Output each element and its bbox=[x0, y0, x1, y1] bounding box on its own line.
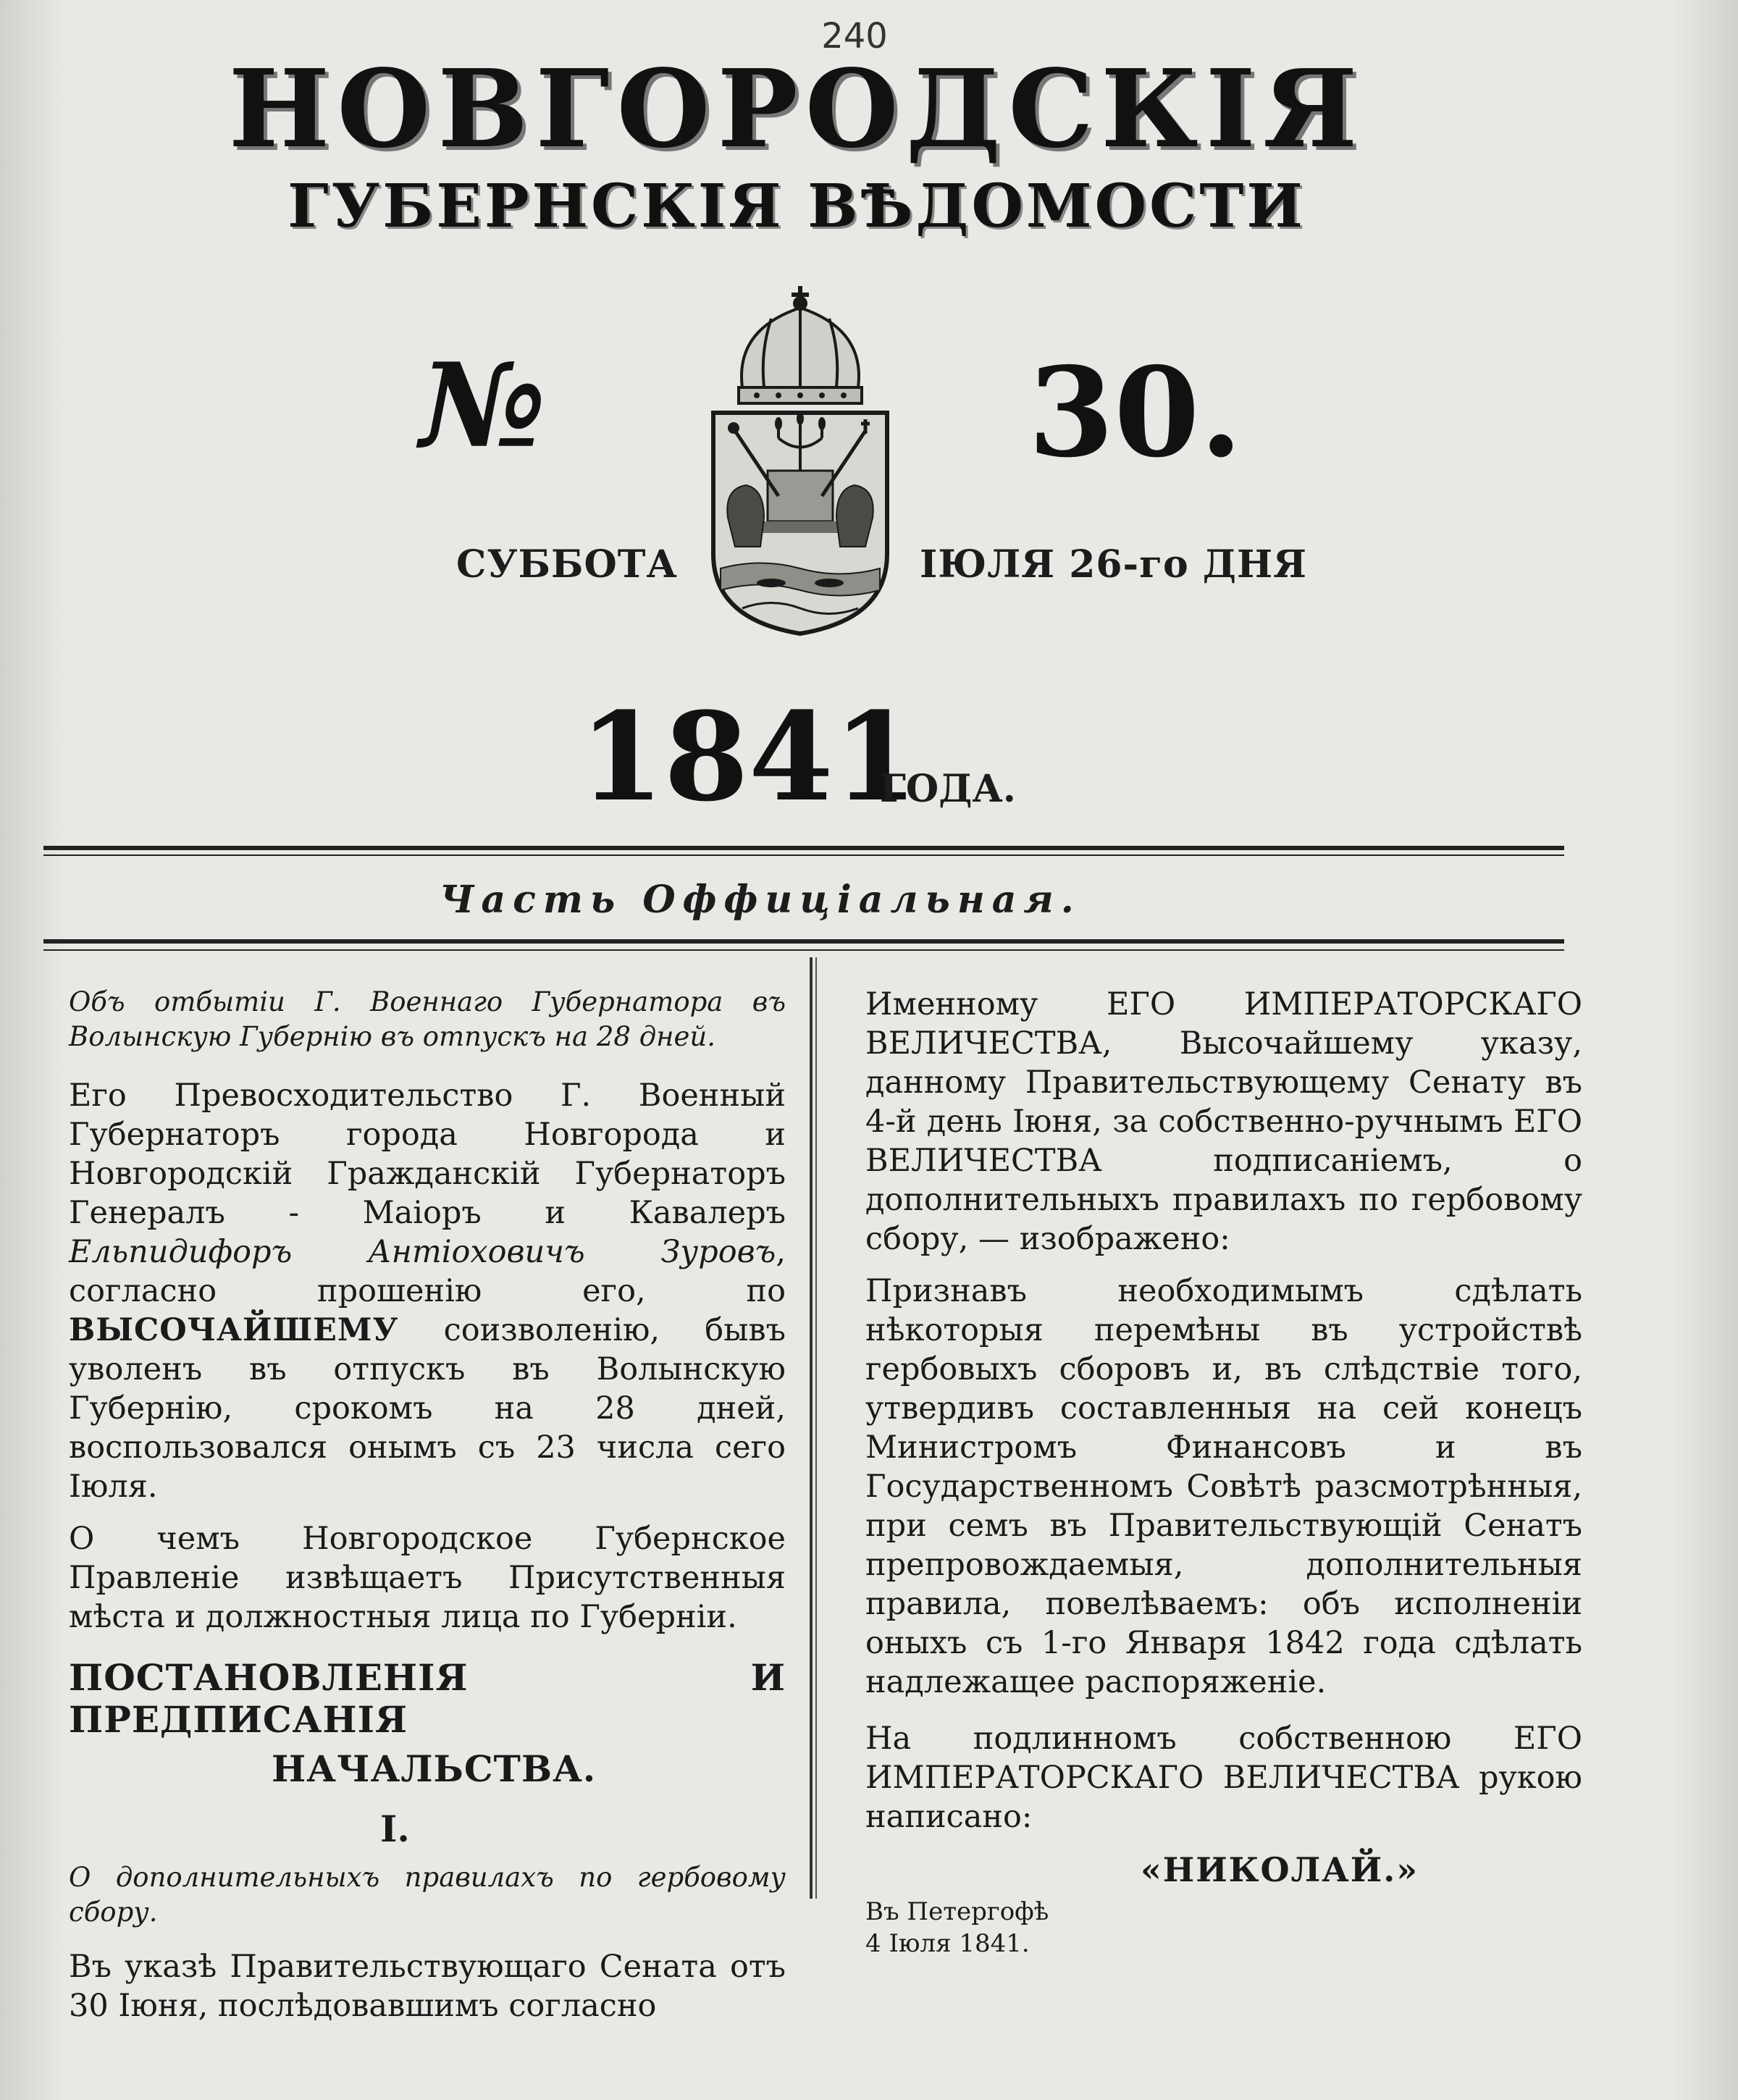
section-title: Часть Оффиціальная. bbox=[440, 878, 1081, 922]
announcement-text-a: Его Превосходительство Г. Военный Губернаторъ города Новгорода и Новгородскій Гражданскій Губернаторъ Генералъ - Маіоръ и Кавалеръ bbox=[69, 1078, 786, 1231]
bleed-shadow-right bbox=[1673, 0, 1738, 2100]
right-column bbox=[865, 985, 1582, 1960]
place-line-1: Въ Петергофѣ bbox=[865, 1897, 1049, 1926]
decree-paragraph: Въ указѣ Правительствующаго Сената отъ 30 Іюня, послѣдовавшимъ согласно bbox=[69, 1949, 786, 2024]
place-line-2: 4 Іюля 1841. bbox=[865, 1929, 1030, 1958]
masthead-title: НОВГОРОДСКІЯ bbox=[228, 46, 1365, 172]
column-divider bbox=[810, 957, 813, 1899]
issue-prefix: № bbox=[420, 337, 546, 474]
column-divider-thin bbox=[815, 957, 817, 1899]
decree-subject-note: О дополнительныхъ правилахъ по гербовому сбору. bbox=[69, 1862, 786, 1928]
issue-number: 30. bbox=[1028, 340, 1243, 485]
decrees-heading-line2: НАЧАЛЬСТВА. bbox=[272, 1747, 597, 1790]
decrees-heading-line1: ПОСТАНОВЛЕНІЯ И ПРЕДПИСАНІЯ bbox=[69, 1656, 786, 1741]
issue-date: ІЮЛЯ 26-го ДНЯ bbox=[920, 542, 1308, 587]
novgorod-coat-of-arms-icon bbox=[692, 279, 909, 641]
governor-name: Ельпидифоръ Антіоховичъ Зуровъ bbox=[69, 1234, 776, 1270]
announcement-text-b: , согласно прошенію его, по bbox=[69, 1234, 786, 1309]
decree-text-paragraph: Признавъ необходимымъ сдѣлать нѣкоторыя перемѣны въ устройствѣ гербовыхъ сборовъ и, въ слѣдствіе того, утвердивъ составленныя на сей конецъ Министромъ Финансовъ и въ Государственномъ Совѣтѣ разсмотрѣнныя, при семъ въ Правительствующій Сенатъ препровождаемыя, дополнительныя правила, повелѣваемъ: объ исполненіи оныхъ съ 1-го Января 1842 года сдѣлать надлежащее распоряженіе. bbox=[865, 1273, 1582, 1700]
signed-note: На подлинномъ собственною ЕГО ИМПЕРАТОРСКАГО ВЕЛИЧЕСТВА рукою написано: bbox=[865, 1721, 1582, 1835]
announcement-note: Объ отбытіи Г. Военнаго Губернатора въ Волынскую Губернію въ отпускъ на 28 дней. bbox=[69, 986, 786, 1052]
imperial-decree-paragraph: Именному ЕГО ИМПЕРАТОРСКАГО ВЕЛИЧЕСТВА, Высочайшему указу, данному Правительствующему Сенату въ 4-й день Іюня, за собственно-ручнымъ ЕГО ВЕЛИЧЕСТВА подписаніемъ, о дополнительныхъ правилахъ по гербовому сбору, — изображено: bbox=[865, 986, 1582, 1257]
announcement-text-c: соизволенію, бывъ уволенъ въ отпускъ въ Волынскую Губернію, срокомъ на 28 дней, воспользовался онымъ съ 23 числа сего Іюля. bbox=[69, 1312, 786, 1505]
left-column bbox=[69, 985, 786, 2038]
notice-paragraph: О чемъ Новгородское Губернское Правленіе извѣщаетъ Присутственныя мѣста и должностныя лица по Губерніи. bbox=[69, 1521, 786, 1635]
section-number: I. bbox=[380, 1807, 410, 1850]
masthead-subtitle: ГУБЕРНСКІЯ ВѢДОМОСТИ bbox=[287, 172, 1306, 241]
archive-number: 240 bbox=[821, 16, 888, 56]
issue-year: 1841 bbox=[579, 685, 918, 828]
rule-top-thick bbox=[43, 846, 1564, 850]
rule-top-thin bbox=[43, 854, 1564, 856]
issue-weekday: СУББОТА bbox=[456, 542, 678, 587]
announcement-caps: ВЫСОЧАЙШЕМУ bbox=[69, 1312, 399, 1348]
bleed-shadow-left bbox=[0, 0, 65, 2100]
rule-bottom-thick bbox=[43, 939, 1564, 944]
rule-bottom-thin bbox=[43, 949, 1564, 951]
issue-year-word: ГОДА. bbox=[880, 767, 1016, 811]
signature: «НИКОЛАЙ.» bbox=[1141, 1850, 1419, 1889]
announcement-paragraph bbox=[69, 1076, 786, 1506]
